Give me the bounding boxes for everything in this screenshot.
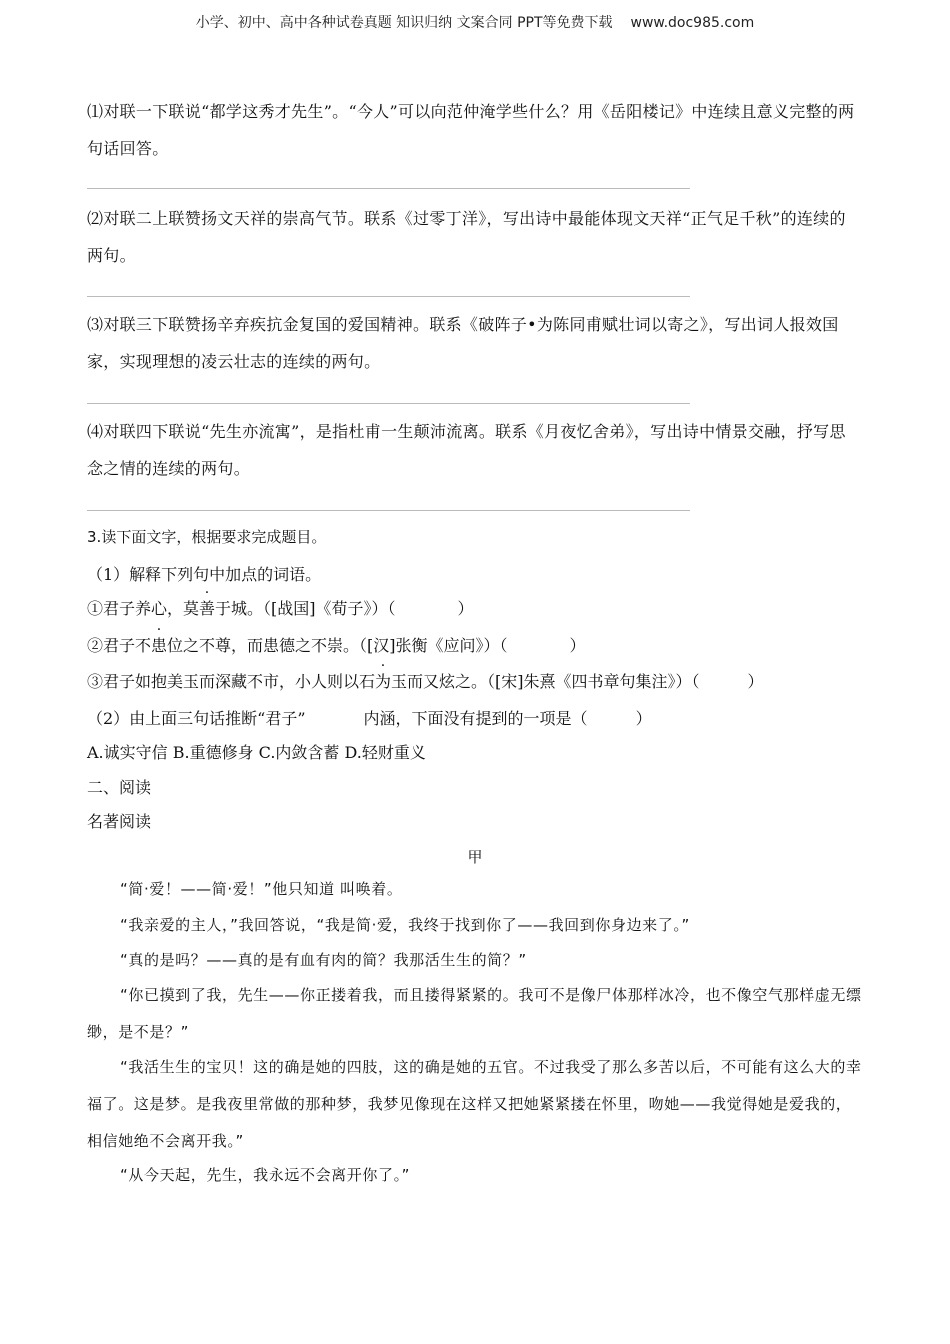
q3-options: A.诚实守信 B.重德修身 C.内敛含蓄 D.轻财重义	[87, 743, 426, 762]
q3-part1: （1）解释下列句中加点的词语。	[87, 565, 322, 584]
section-subheading: 名著阅读	[87, 812, 152, 831]
question-4-text: 对联四下联说“先生亦流寓”，是指杜甫一生颠沛流离。联系《月夜忆舍弟》，写出诗中情景交融，抒写思念之情的连续的两句。	[87, 422, 846, 478]
question-4-number: ⑷	[87, 422, 104, 441]
question-1-number: ⑴	[87, 102, 104, 121]
passage-paragraph: “从今天起，先生，我永远不会离开你了。”	[120, 1166, 411, 1184]
q3-item-1	[87, 596, 474, 619]
q3-item-3	[87, 669, 764, 692]
q3-item-1-text-b: 于城。（[战国]《荀子》）（	[215, 599, 396, 618]
q3-item-3-close: ）	[747, 672, 764, 691]
question-1-text: 对联一下联说“都学这秀才先生”。“今人”可以向范仲淹学些什么？用《岳阳楼记》中连续且意义完整的两句话回答。	[87, 102, 855, 158]
q3-item-3-text-a: ③君子如抱美玉而深藏不市，小人则以石	[87, 672, 376, 691]
q3-number: 3.	[87, 528, 102, 546]
question-3-text: 对联三下联赞扬辛弃疾抗金复国的爱国精神。联系《破阵子•为陈同甫赋壮词以寄之》，写出词人报效国家，实现理想的凌云壮志的连续的两句。	[87, 315, 839, 371]
q3-item-1-close: ）	[457, 599, 474, 618]
q3-item-2-text-b: 位之不尊，而患德之不崇。（[汉]张衡《应问》）（	[167, 636, 508, 655]
answer-line-2[interactable]	[87, 296, 690, 297]
q3-title	[87, 526, 326, 547]
passage-paragraph: “真的是吗？——真的是有血有肉的简？我那活生生的简？”	[120, 951, 527, 969]
question-2-number: ⑵	[87, 209, 104, 228]
q3-title-text: 读下面文字，根据要求完成题目。	[101, 528, 327, 546]
q3-item-3-dotted-word: 为	[375, 672, 392, 691]
q3-part2-text-b: 内涵，下面没有提到的一项是（	[363, 709, 588, 728]
passage-title: 甲	[467, 848, 483, 866]
question-1	[87, 93, 862, 167]
passage-paragraph: “简·爱！——简·爱！”他只知道 叫唤着。	[120, 880, 403, 898]
passage-paragraph: “我活生生的宝贝！这的确是她的四肢，这的确是她的五官。不过我受了那么多苦以后，不可能有这么大的幸福了。这是梦。是我夜里常做的那种梦，我梦见像现在这样又把她紧紧搂在怀里，吻她——我觉得她是爱我的，相信她绝不会离开我。”	[87, 1058, 862, 1150]
question-2	[87, 200, 862, 274]
question-4	[87, 413, 862, 487]
q3-item-1-dotted-word: 善	[199, 599, 216, 618]
q3-item-2-text-a: ②君子不	[87, 636, 152, 655]
q3-item-3-text-b: 玉而又炫之。（[宋]朱熹《四书章句集注》）（	[391, 672, 700, 691]
answer-line-1[interactable]	[87, 188, 690, 189]
question-3	[87, 306, 862, 380]
passage-paragraph: “你已摸到了我，先生——你正搂着我，而且搂得紧紧的。我可不是像尸体那样冰冷，也不像空气那样虚无缥缈，是不是？”	[87, 986, 862, 1041]
header-site-text: 小学、初中、高中各种试卷真题 知识归纳 文案合同 PPT等免费下载	[195, 15, 613, 31]
answer-line-4[interactable]	[87, 510, 690, 511]
q3-item-2	[87, 633, 586, 656]
question-3-number: ⑶	[87, 315, 104, 334]
q3-item-2-close: ）	[569, 636, 586, 655]
q3-part2-close: ）	[635, 709, 652, 728]
answer-line-3[interactable]	[87, 403, 690, 404]
section-heading: 二、阅读	[87, 778, 152, 797]
question-2-text: 对联二上联赞扬文天祥的崇高气节。联系《过零丁洋》，写出诗中最能体现文天祥“正气足千秋”的连续的两句。	[87, 209, 846, 265]
q3-item-1-text-a: ①君子养心，莫	[87, 599, 200, 618]
passage-paragraph: “我亲爱的主人，”我回答说，“我是简·爱，我终于找到你了——我回到你身边来了。”	[120, 916, 690, 934]
q3-part2	[87, 706, 652, 729]
q3-item-2-dotted-word: 患	[151, 636, 168, 655]
page-header	[0, 12, 950, 32]
q3-part2-text-a: （2）由上面三句话推断“君子”	[87, 709, 306, 728]
header-url: www.doc985.com	[630, 15, 755, 31]
